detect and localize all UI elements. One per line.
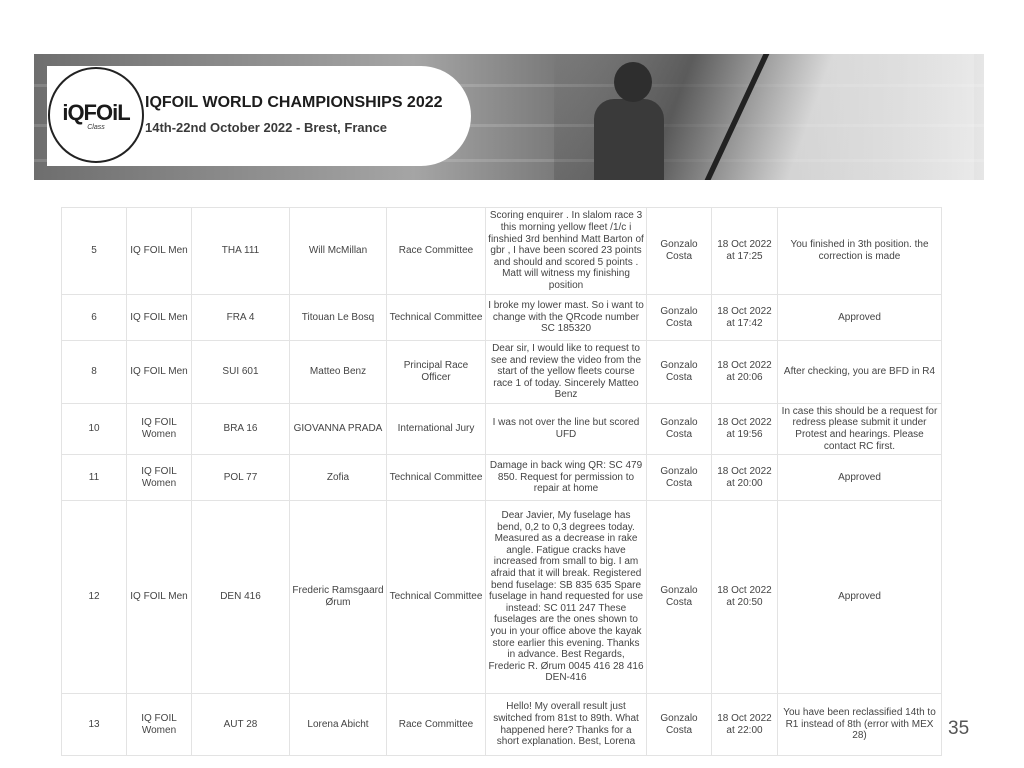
submitted-date: 18 Oct 2022 at 19:56 (712, 404, 778, 455)
table-row (62, 404, 942, 455)
competitor-name: Zofia (290, 455, 387, 501)
fleet: IQ FOIL Men (127, 208, 192, 295)
addressed-party: International Jury (387, 404, 486, 455)
event-subtitle: 14th-22nd October 2022 - Brest, France (145, 120, 388, 135)
fleet: IQ FOIL Women (127, 455, 192, 501)
handler: Gonzalo Costa (647, 404, 712, 455)
request-number: 11 (62, 455, 127, 501)
table-row (62, 694, 942, 756)
decision: Approved (778, 501, 942, 694)
request-number: 13 (62, 694, 127, 756)
handler: Gonzalo Costa (647, 694, 712, 756)
decision: Approved (778, 455, 942, 501)
addressed-party: Race Committee (387, 694, 486, 756)
logo-word: iQFOiL (62, 99, 130, 125)
sail-number: DEN 416 (192, 501, 290, 694)
request-detail: Hello! My overall result just switched from 81st to 89th. What happened here? Thanks for a short explanation. Best, Lorena (486, 694, 647, 756)
logo-sub: Class (87, 123, 105, 131)
addressed-party: Technical Committee (387, 455, 486, 501)
request-detail: Dear sir, I would like to request to see and review the video from the start of the yellow fleets course race 1 of today. Sincerely Matteo Benz (486, 341, 647, 404)
competitor-name: Titouan Le Bosq (290, 295, 387, 341)
event-title: IQFOIL WORLD CHAMPIONSHIPS 2022 (145, 94, 443, 111)
submitted-date: 18 Oct 2022 at 22:00 (712, 694, 778, 756)
decision: In case this should be a request for redress please submit it under Protest and hearings. Please contact RC first. (778, 404, 942, 455)
competitor-name: Frederic Ramsgaard Ørum (290, 501, 387, 694)
table-row (62, 501, 942, 694)
fleet: IQ FOIL Men (127, 501, 192, 694)
submitted-date: 18 Oct 2022 at 20:06 (712, 341, 778, 404)
submitted-date: 18 Oct 2022 at 17:42 (712, 295, 778, 341)
submitted-date: 18 Oct 2022 at 20:50 (712, 501, 778, 694)
request-detail: I was not over the line but scored UFD (486, 404, 647, 455)
sail-number: AUT 28 (192, 694, 290, 756)
addressed-party: Technical Committee (387, 295, 486, 341)
request-number: 6 (62, 295, 127, 341)
sail-number: POL 77 (192, 455, 290, 501)
table-row (62, 341, 942, 404)
decision: You have been reclassified 14th to R1 instead of 8th (error with MEX 28) (778, 694, 942, 756)
request-detail: Damage in back wing QR: SC 479 850. Request for permission to repair at home (486, 455, 647, 501)
request-detail: Scoring enquirer . In slalom race 3 this morning yellow fleet /1/c i finshied 3rd benhind Matt Barton of gbr , I have been scored 23 points and should and scored 5 points . Matt will witness my finishing position (486, 208, 647, 295)
addressed-party: Principal Race Officer (387, 341, 486, 404)
competitor-name: Matteo Benz (290, 341, 387, 404)
decision: After checking, you are BFD in R4 (778, 341, 942, 404)
fleet: IQ FOIL Men (127, 341, 192, 404)
handler: Gonzalo Costa (647, 295, 712, 341)
fleet: IQ FOIL Women (127, 404, 192, 455)
page-number: 35 (948, 718, 970, 739)
submitted-date: 18 Oct 2022 at 20:00 (712, 455, 778, 501)
competitor-name: Will McMillan (290, 208, 387, 295)
request-number: 8 (62, 341, 127, 404)
requests-table (61, 207, 942, 756)
competitor-name: Lorena Abicht (290, 694, 387, 756)
request-number: 5 (62, 208, 127, 295)
table-row (62, 295, 942, 341)
rider-graphic (594, 99, 664, 180)
request-number: 12 (62, 501, 127, 694)
sail-number: SUI 601 (192, 341, 290, 404)
addressed-party: Race Committee (387, 208, 486, 295)
decision: You finished in 3th position. the correction is made (778, 208, 942, 295)
sail-number: BRA 16 (192, 404, 290, 455)
request-detail: Dear Javier, My fuselage has bend, 0,2 to 0,3 degrees today. Measured as a decrease in rake angle. Fatigue cracks have increased from small to big. I am afraid that it will break. Registered bend fuselage: SB 835 635 Spare fuselage in hand requested for use instead: SC 011 247 These fuselages are the ones shown to you in your office above the kayak store earlier this evening. Thanks in advance. Best Regards, Frederic R. Ørum 0045 416 28 416 DEN-416 (486, 501, 647, 694)
handler: Gonzalo Costa (647, 501, 712, 694)
submitted-date: 18 Oct 2022 at 17:25 (712, 208, 778, 295)
sail-number: THA 111 (192, 208, 290, 295)
request-number: 10 (62, 404, 127, 455)
iqfoil-logo (48, 67, 144, 163)
rider-helmet-graphic (614, 62, 652, 102)
competitor-name: GIOVANNA PRADA (290, 404, 387, 455)
table-row (62, 455, 942, 501)
sail-number: FRA 4 (192, 295, 290, 341)
table-row (62, 208, 942, 295)
decision: Approved (778, 295, 942, 341)
handler: Gonzalo Costa (647, 341, 712, 404)
fleet: IQ FOIL Men (127, 295, 192, 341)
addressed-party: Technical Committee (387, 501, 486, 694)
handler: Gonzalo Costa (647, 208, 712, 295)
handler: Gonzalo Costa (647, 455, 712, 501)
request-detail: I broke my lower mast. So i want to change with the QRcode number SC 185320 (486, 295, 647, 341)
fleet: IQ FOIL Women (127, 694, 192, 756)
